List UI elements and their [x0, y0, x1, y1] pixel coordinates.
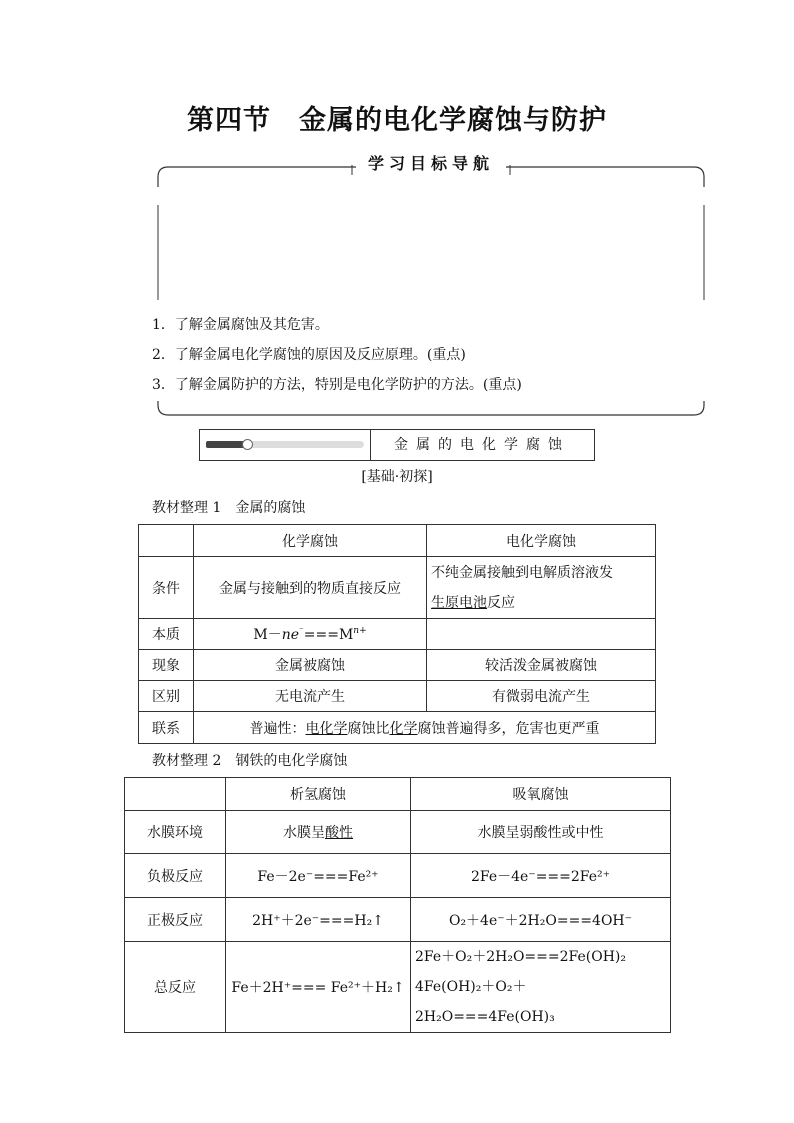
goal-item: 2．了解金属电化学腐蚀的原因及反应原理。(重点)	[152, 347, 466, 363]
cell	[427, 619, 656, 650]
table-row	[125, 942, 671, 1033]
table-row	[139, 712, 656, 744]
heading-1: 教材整理 1 金属的腐蚀	[152, 500, 306, 516]
page-title: 第四节 金属的电化学腐蚀与防护	[187, 105, 607, 136]
goal-item: 3．了解金属防护的方法，特别是电化学防护的方法。(重点)	[152, 377, 522, 393]
cell: 水膜呈酸性	[226, 811, 411, 854]
row-label: 条件	[139, 557, 194, 619]
corrosion-table	[138, 524, 656, 744]
table-row	[125, 898, 671, 942]
section-banner	[199, 429, 595, 461]
table-header: 电化学腐蚀	[427, 525, 656, 557]
table-header: 吸氧腐蚀	[411, 778, 671, 811]
table-row	[125, 854, 671, 898]
cell: O₂＋4e⁻＋2H₂O===4OH⁻	[411, 898, 671, 942]
section-title: 金属的电化学腐蚀	[394, 437, 570, 453]
banner-decoration	[200, 430, 371, 460]
table-row	[139, 557, 656, 619]
cell: 水膜呈弱酸性或中性	[411, 811, 671, 854]
table-row	[139, 681, 656, 712]
goal-item: 1．了解金属腐蚀及其危害。	[152, 317, 329, 333]
cell: 2Fe－4e⁻===2Fe²⁺	[411, 854, 671, 898]
cell: 无电流产生	[194, 681, 427, 712]
cell: 2Fe＋O₂＋2H₂O===2Fe(OH)₂ 4Fe(OH)₂＋O₂＋2H₂O===4Fe(OH)₃	[411, 942, 671, 1033]
table-row	[125, 811, 671, 854]
cell: 2H⁺＋2e⁻===H₂↑	[226, 898, 411, 942]
heading-2: 教材整理 2 钢铁的电化学腐蚀	[152, 753, 348, 769]
steel-corrosion-table	[124, 777, 671, 1033]
row-label: 现象	[139, 650, 194, 681]
row-label: 水膜环境	[125, 811, 226, 854]
cell: $M-ne^{^-}===M^{n+}$	[194, 619, 427, 650]
row-label: 联系	[139, 712, 194, 744]
table-header: 化学腐蚀	[194, 525, 427, 557]
table-header: 析氢腐蚀	[226, 778, 411, 811]
cell: 金属与接触到的物质直接反应	[194, 557, 427, 619]
cell: Fe＋2H⁺=== Fe²⁺＋H₂↑	[226, 942, 411, 1033]
section-tag: [基础·初探]	[361, 469, 433, 485]
cell: 不纯金属接触到电解质溶液发 生原电池反应	[427, 557, 656, 619]
cell: 金属被腐蚀	[194, 650, 427, 681]
row-label: 本质	[139, 619, 194, 650]
cell: Fe－2e⁻===Fe²⁺	[226, 854, 411, 898]
nav-header: 学习目标导航	[356, 153, 506, 175]
cell: 较活泼金属被腐蚀	[427, 650, 656, 681]
table-row	[139, 650, 656, 681]
row-label: 负极反应	[125, 854, 226, 898]
cell: 有微弱电流产生	[427, 681, 656, 712]
cell: 普遍性：电化学腐蚀比化学腐蚀普遍得多，危害也更严重	[194, 712, 656, 744]
row-label: 区别	[139, 681, 194, 712]
table-row	[139, 619, 656, 650]
row-label: 总反应	[125, 942, 226, 1033]
row-label: 正极反应	[125, 898, 226, 942]
